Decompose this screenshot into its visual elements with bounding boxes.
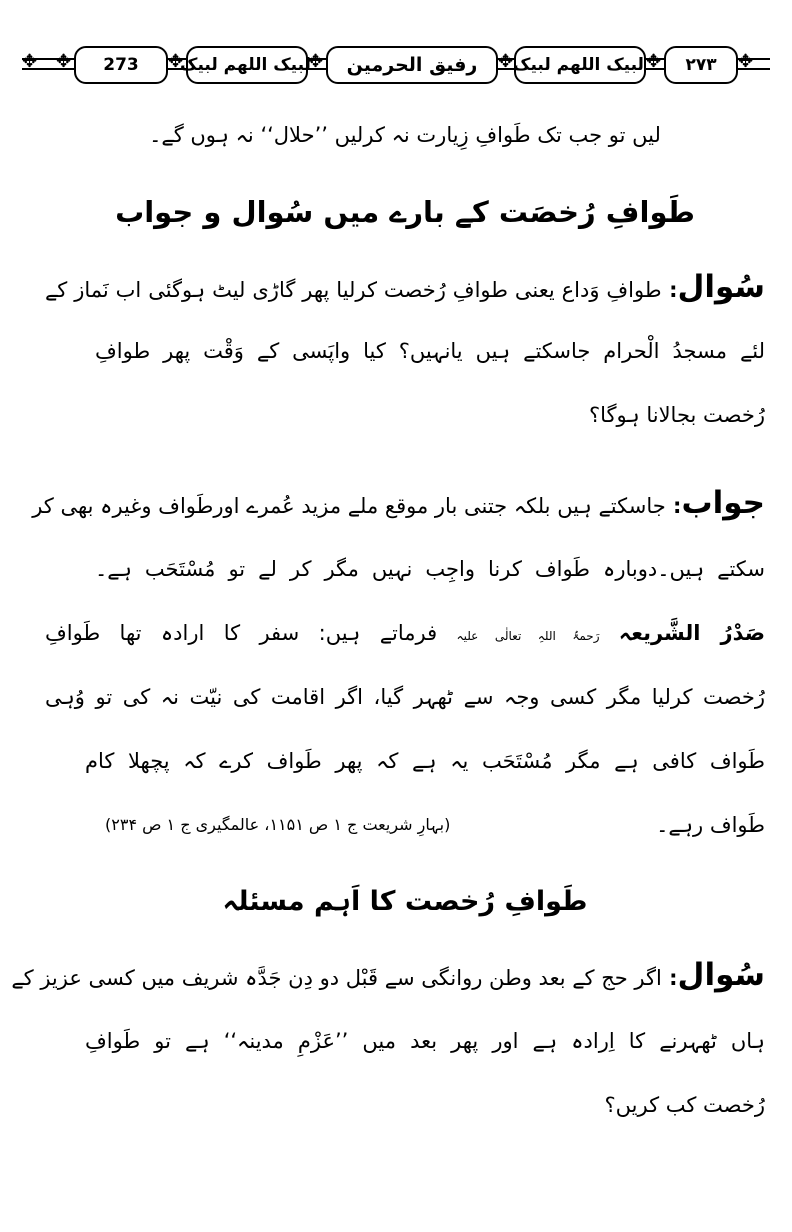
honorific: رَحمۃُ اللہِ تعالٰی علیہ <box>456 629 600 643</box>
labbaik-text: لبیک اللھم لبیک <box>513 55 644 75</box>
reference: (بہارِ شریعت ج ۱ ص ۱۱۵۱، عالمگیری ج ۱ ص ۲۳۴) <box>105 815 451 834</box>
ornament-icon: ✥ <box>308 51 324 72</box>
question-text: اگر حج کے بعد وطن روانگی سے قَبْل دو دِن جَدَّہ شریف میں کسی عزیز کے <box>11 966 662 990</box>
quote-text: فرماتے ہیں: سفر کا ارادہ تھا طَوافِ <box>45 621 438 645</box>
section-heading: طَوافِ رُخصت کا اَہم مسئلہ <box>222 886 588 917</box>
question-line: ہاں ٹھہرنے کا اِرادہ ہے اور پھر بعد میں ’’عَزْمِ مدینہ‘‘ ہے تو طَوافِ <box>85 1029 765 1053</box>
labbaik-box-left <box>180 46 311 84</box>
answer-line: سکتے ہیں۔دوبارہ طَواف کرنا واجِب نہیں مگر کر لے تو مُسْتَحَب ہے۔ <box>95 557 765 581</box>
question-line: لئے مسجدُ الْحرام جاسکتے ہیں یانہیں؟ کیا واپَسی کے وَقْت پھر طوافِ <box>95 339 765 363</box>
question-line: رُخصت بجالانا ہوگا؟ <box>588 403 765 427</box>
book-title: رفیق الحرمین <box>326 46 498 84</box>
section-heading: طَوافِ رُخصَت کے بارے میں سُوال و جواب <box>115 195 695 229</box>
question-line: سُوال: طوافِ وَداع یعنی طوافِ رُخصت کرلیا پھر گاڑی لیٹ ہوگئی اب نَماز کے <box>45 269 765 305</box>
answer-text: جاسکتے ہیں بلکہ جتنی بار موقع ملے مزید عُمرے اورطَواف وغیرہ بھی کر <box>32 494 666 518</box>
ornament-icon: ✥ <box>56 51 72 72</box>
question-text: طوافِ وَداع یعنی طوافِ رُخصت کرلیا پھر گاڑی لیٹ ہوگئی اب نَماز کے <box>45 278 662 302</box>
ornament-icon: ✥ <box>498 51 514 72</box>
page-number-en: 273 <box>74 46 168 84</box>
question-line: رُخصت کب کریں؟ <box>604 1093 765 1117</box>
ornament-icon: ✥ <box>22 51 38 72</box>
answer-line: جواب: جاسکتے ہیں بلکہ جتنی بار موقع ملے مزید عُمرے اورطَواف وغیرہ بھی کر <box>32 485 765 521</box>
answer-label: جواب <box>681 485 765 521</box>
labbaik-box-right <box>514 46 646 84</box>
quote-line <box>85 808 765 842</box>
quote-line <box>45 616 765 653</box>
question-line: سُوال: اگر حج کے بعد وطن روانگی سے قَبْل دو دِن جَدَّہ شریف میں کسی عزیز کے <box>11 957 765 993</box>
page-number-urdu: ۲۷۳ <box>664 46 738 84</box>
page-header <box>22 40 770 94</box>
text-line: لیں تو جب تک طَوافِ زِیارت نہ کرلیں ’’حلال‘‘ نہ ہوں گے۔ <box>149 123 661 147</box>
question-label: سُوال <box>677 269 765 305</box>
quote-line: رُخصت کرلیا مگر کسی وجہ سے ٹھہر گیا، اگر اقامت کی نیّت نہ کی تو وُہی <box>45 685 765 709</box>
ornament-icon: ✥ <box>738 51 754 72</box>
question-label: سُوال <box>677 957 765 993</box>
ornament-icon: ✥ <box>168 51 184 72</box>
labbaik-text: لبیک اللھم لبیک <box>180 55 311 75</box>
ornament-icon: ✥ <box>646 51 662 72</box>
quote-line: طَواف کافی ہے مگر مُسْتَحَب یہ ہے کہ پھر طَواف کرے کہ پچھلا کام <box>85 749 765 773</box>
quote-text: طَواف رہے۔ <box>656 813 765 837</box>
scholar-name: صَدْرُ الشَّریعہ <box>618 621 765 645</box>
